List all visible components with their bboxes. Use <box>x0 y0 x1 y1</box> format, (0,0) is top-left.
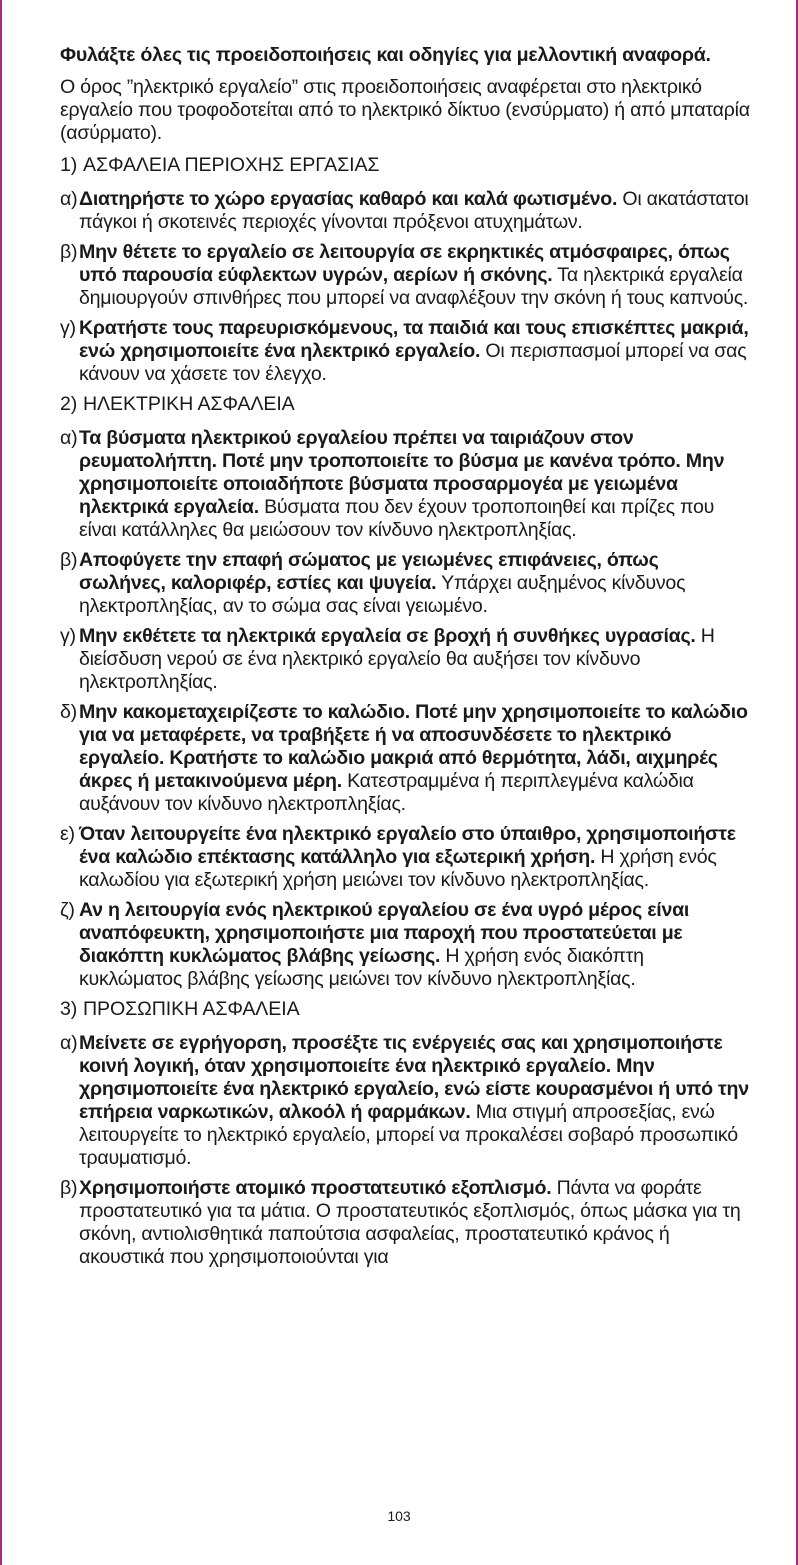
document-page <box>60 44 750 1276</box>
list-item: α) Τα βύσματα ηλεκτρικού εργαλείου πρέπει να ταιριάζουν στον ρευματολήπτη. Ποτέ μην τροποποιείτε το βύσμα με κανένα τρόπο. Μην χρησιμοποιείτε οποιαδήποτε βύσματα προσαρμογέα με γειωμένα ηλεκτρικά εργαλεία. Βύσματα που δεν έχουν τροποποιηθεί και πρίζες που είναι κατάλληλες θα μειώσουν τον κίνδυνο ηλεκτροπληξίας. <box>60 427 725 541</box>
list-item: α) Μείνετε σε εγρήγορση, προσέξτε τις ενέργειές σας και χρησιμοποιήστε κοινή λογική, όταν χρησιμοποιείτε ένα ηλεκτρικό εργαλείο. Μην χρησιμοποιείτε ένα ηλεκτρικό εργαλείο, ενώ είστε κουρασμένοι ή υπό την επήρεια ναρκωτικών, αλκοόλ ή φαρμάκων. Μια στιγμή απροσεξίας, ενώ λειτουργείτε το ηλεκτρικό εργαλείο, μπορεί να προκαλέσει σοβαρό προσωπικό τραυματισμό. <box>60 1032 749 1169</box>
section-personal-safety <box>60 998 750 1269</box>
page-number: 103 <box>387 1508 411 1524</box>
section-heading: 3) ΠΡΟΣΩΠΙΚΗ ΑΣΦΑΛΕΙΑ <box>60 998 300 1020</box>
list-item: γ) Κρατήστε τους παρευρισκόμενους, τα παιδιά και τους επισκέπτες μακριά, ενώ χρησιμοποιείτε ένα ηλεκτρικό εργαλείο. Οι περισπασμοί μπορεί να σας κάνουν να χάσετε τον έλεγχο. <box>60 317 749 385</box>
list-item: β) Χρησιμοποιήστε ατομικό προστατευτικό εξοπλισμό. Πάντα να φοράτε προστατευτικό για τα μάτια. Ο προστατευτικός εξοπλισμός, όπως μάσκα για τη σκόνη, αντιολισθητικά παπούτσια ασφαλείας, προστατευτικό κράνος ή ακουστικά που χρησιμοποιούνται για <box>60 1177 741 1268</box>
list-item: δ) Μην κακομεταχειρίζεστε το καλώδιο. Ποτέ μην χρησιμοποιείτε το καλώδιο για να μεταφέρετε, να τραβήξετε ή να αποσυνδέσετε το ηλεκτρικό εργαλείο. Κρατήστε το καλώδιο μακριά από θερμότητα, λάδι, αιχμηρές άκρες ή μετακινούμενα μέρη. Κατεστραμμένα ή περιπλεγμένα καλώδια αυξάνουν τον κίνδυνο ηλεκτροπληξίας. <box>60 701 748 815</box>
intro-text: Ο όρος ”ηλεκτρικό εργαλείο” στις προειδοποιήσεις αναφέρεται στο ηλεκτρικό εργαλείο που τροφοδοτείται από το ηλεκτρικό δίκτυο (ενσύρματο) ή από μπαταρία (ασύρματο). <box>60 76 750 144</box>
list-item: ε) Όταν λειτουργείτε ένα ηλεκτρικό εργαλείο στο ύπαιθρο, χρησιμοποιήστε ένα καλώδιο επέκτασης κατάλληλο για εξωτερική χρήση. Η χρήση ενός καλωδίου για εξωτερική χρήση μειώνει τον κίνδυνο ηλεκτροπληξίας. <box>60 823 736 891</box>
section-heading: 2) ΗΛΕΚΤΡΙΚΗ ΑΣΦΑΛΕΙΑ <box>60 393 295 415</box>
section-electrical-safety <box>60 393 750 991</box>
list-item: α) Διατηρήστε το χώρο εργασίας καθαρό και καλά φωτισμένο. Οι ακατάστατοι πάγκοι ή σκοτεινές περιοχές γίνονται πρόξενοι ατυχημάτων. <box>60 188 749 233</box>
left-edge-bar <box>0 0 2 1565</box>
list-item: γ) Μην εκθέτετε τα ηλεκτρικά εργαλεία σε βροχή ή συνθήκες υγρασίας. Η διείσδυση νερού σε ένα ηλεκτρικό εργαλείο θα αυξήσει τον κίνδυνο ηλεκτροπληξίας. <box>60 625 715 693</box>
list-item: ζ) Αν η λειτουργία ενός ηλεκτρικού εργαλείου σε ένα υγρό μέρος είναι αναπόφευκτη, χρησιμοποιήστε μια παροχή που προστατεύεται με διακόπτη κυκλώματος βλάβης γείωσης. Η χρήση ενός διακόπτη κυκλώματος βλάβης γείωσης μειώνει τον κίνδυνο ηλεκτροπληξίας. <box>60 899 690 990</box>
section-heading: 1) ΑΣΦΑΛΕΙΑ ΠΕΡΙΟΧΗΣ ΕΡΓΑΣΙΑΣ <box>60 154 380 176</box>
intro-title: Φυλάξτε όλες τις προειδοποιήσεις και οδηγίες για μελλοντική αναφορά. <box>60 44 711 66</box>
list-item: β) Αποφύγετε την επαφή σώματος με γειωμένες επιφάνειες, όπως σωλήνες, καλοριφέρ, εστίες και ψυγεία. Υπάρχει αυξημένος κίνδυνος ηλεκτροπληξίας, αν το σώμα σας είναι γειωμένο. <box>60 549 686 617</box>
section-work-area-safety <box>60 154 750 386</box>
list-item: β) Μην θέτετε το εργαλείο σε λειτουργία σε εκρηκτικές ατμόσφαιρες, όπως υπό παρουσία εύφλεκτων υγρών, αερίων ή σκόνης. Τα ηλεκτρικά εργαλεία δημιουργούν σπινθήρες που μπορεί να αναφλέξουν την σκόνη ή τους καπνούς. <box>60 241 749 309</box>
